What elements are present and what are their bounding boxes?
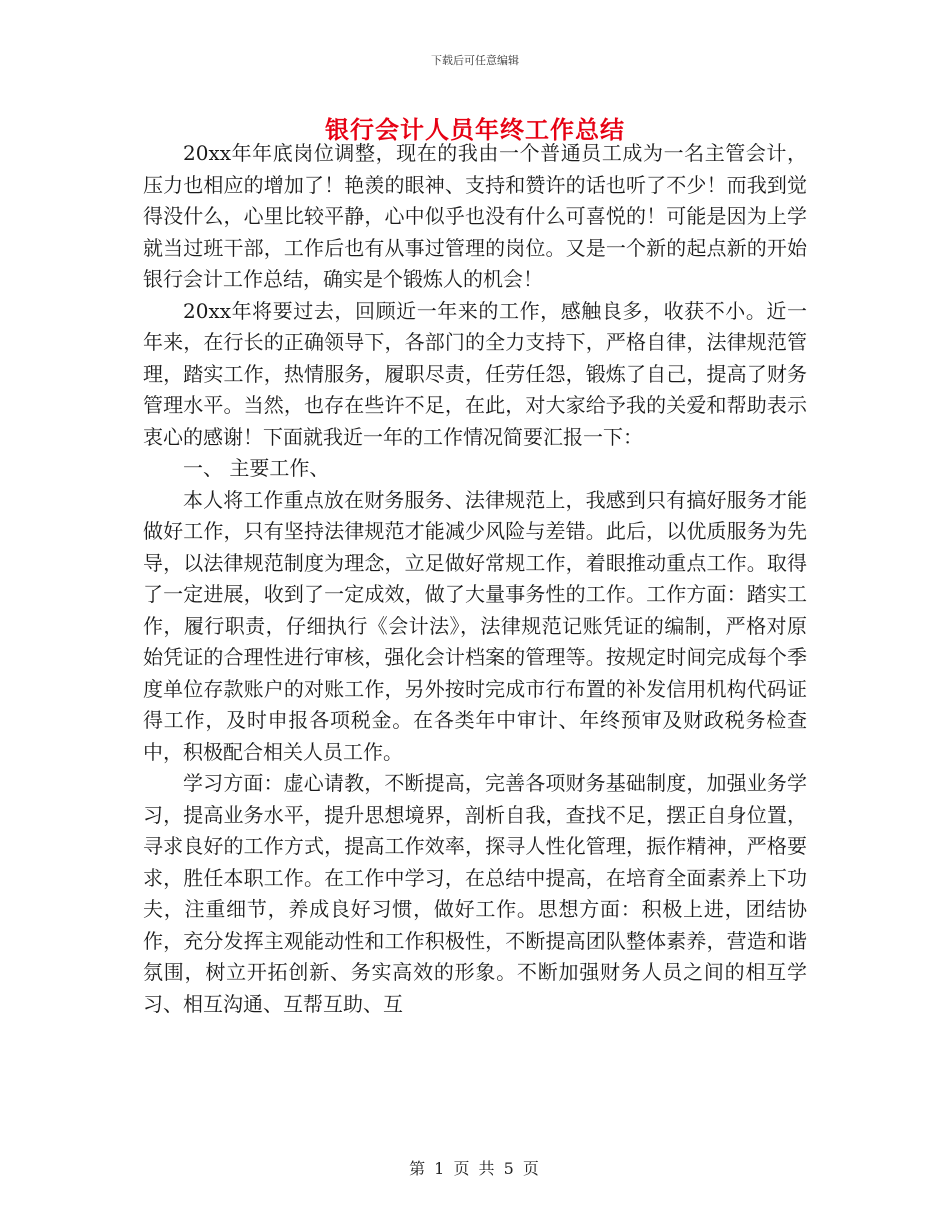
- section-heading: 一、 主要工作、: [183, 456, 330, 480]
- document-title: 银行会计人员年终工作总结: [325, 115, 625, 144]
- paragraph: 本人将工作重点放在财务服务、法律规范上，我感到只有搞好服务才能做好工作，只有坚持法律规范才能减少风险与差错。此后，以优质服务为先导，以法律规范制度为理念，立足做好常规工作，着眼推动重点工作。取得了一定进展，收到了一定成效，做了大量事务性的工作。工作方面：踏实工作，履行职责，仔细执行《会计法》，法律规范记账凭证的编制，严格对原始凭证的合理性进行审核，强化会计档案的管理等。按规定时间完成每个季度单位存款账户的对账工作，另外按时完成市行布置的补发信用机构代码证得工作，及时申报各项税金。在各类年中审计、年终预审及财政税务检查中，积极配合相关人员工作。: [143, 487, 807, 764]
- paragraph: 20xx年将要过去，回顾近一年来的工作，感触良多，收获不小。近一年来，在行长的正确领导下，各部门的全力支持下，严格自律，法律规范管理，踏实工作，热情服务，履职尽责，任劳任怨，锻炼了自己，提高了财务管理水平。当然，也存在些许不足，在此，对大家给予我的关爱和帮助表示衷心的感谢！下面就我近一年的工作情况简要汇报一下：: [143, 298, 807, 449]
- document-body: [143, 138, 807, 1020]
- paragraph: 20xx年年底岗位调整，现在的我由一个普通员工成为一名主管会计，压力也相应的增加了！艳羡的眼神、支持和赞许的话也听了不少！而我到觉得没什么，心里比较平静，心中似乎也没有什么可喜悦的！可能是因为上学就当过班干部，工作后也有从事过管理的岗位。又是一个新的起点新的开始银行会计工作总结，确实是个锻炼人的机会！: [143, 141, 807, 291]
- header-note: 下载后可任意编辑: [431, 54, 519, 67]
- paragraph: 学习方面：虚心请教，不断提高，完善各项财务基础制度，加强业务学习，提高业务水平，提升思想境界，剖析自我，查找不足，摆正自身位置，寻求良好的工作方式，提高工作效率，探寻人性化管理，振作精神，严格要求，胜任本职工作。在工作中学习，在总结中提高，在培育全面素养上下功夫，注重细节，养成良好习惯，做好工作。思想方面：积极上进，团结协作，充分发挥主观能动性和工作积极性，不断提高团队整体素养，营造和谐氛围，树立开拓创新、务实高效的形象。不断加强财务人员之间的相互学习、相互沟通、互帮互助、互: [143, 771, 807, 1016]
- page-number: 第 1 页 共 5 页: [409, 1159, 541, 1178]
